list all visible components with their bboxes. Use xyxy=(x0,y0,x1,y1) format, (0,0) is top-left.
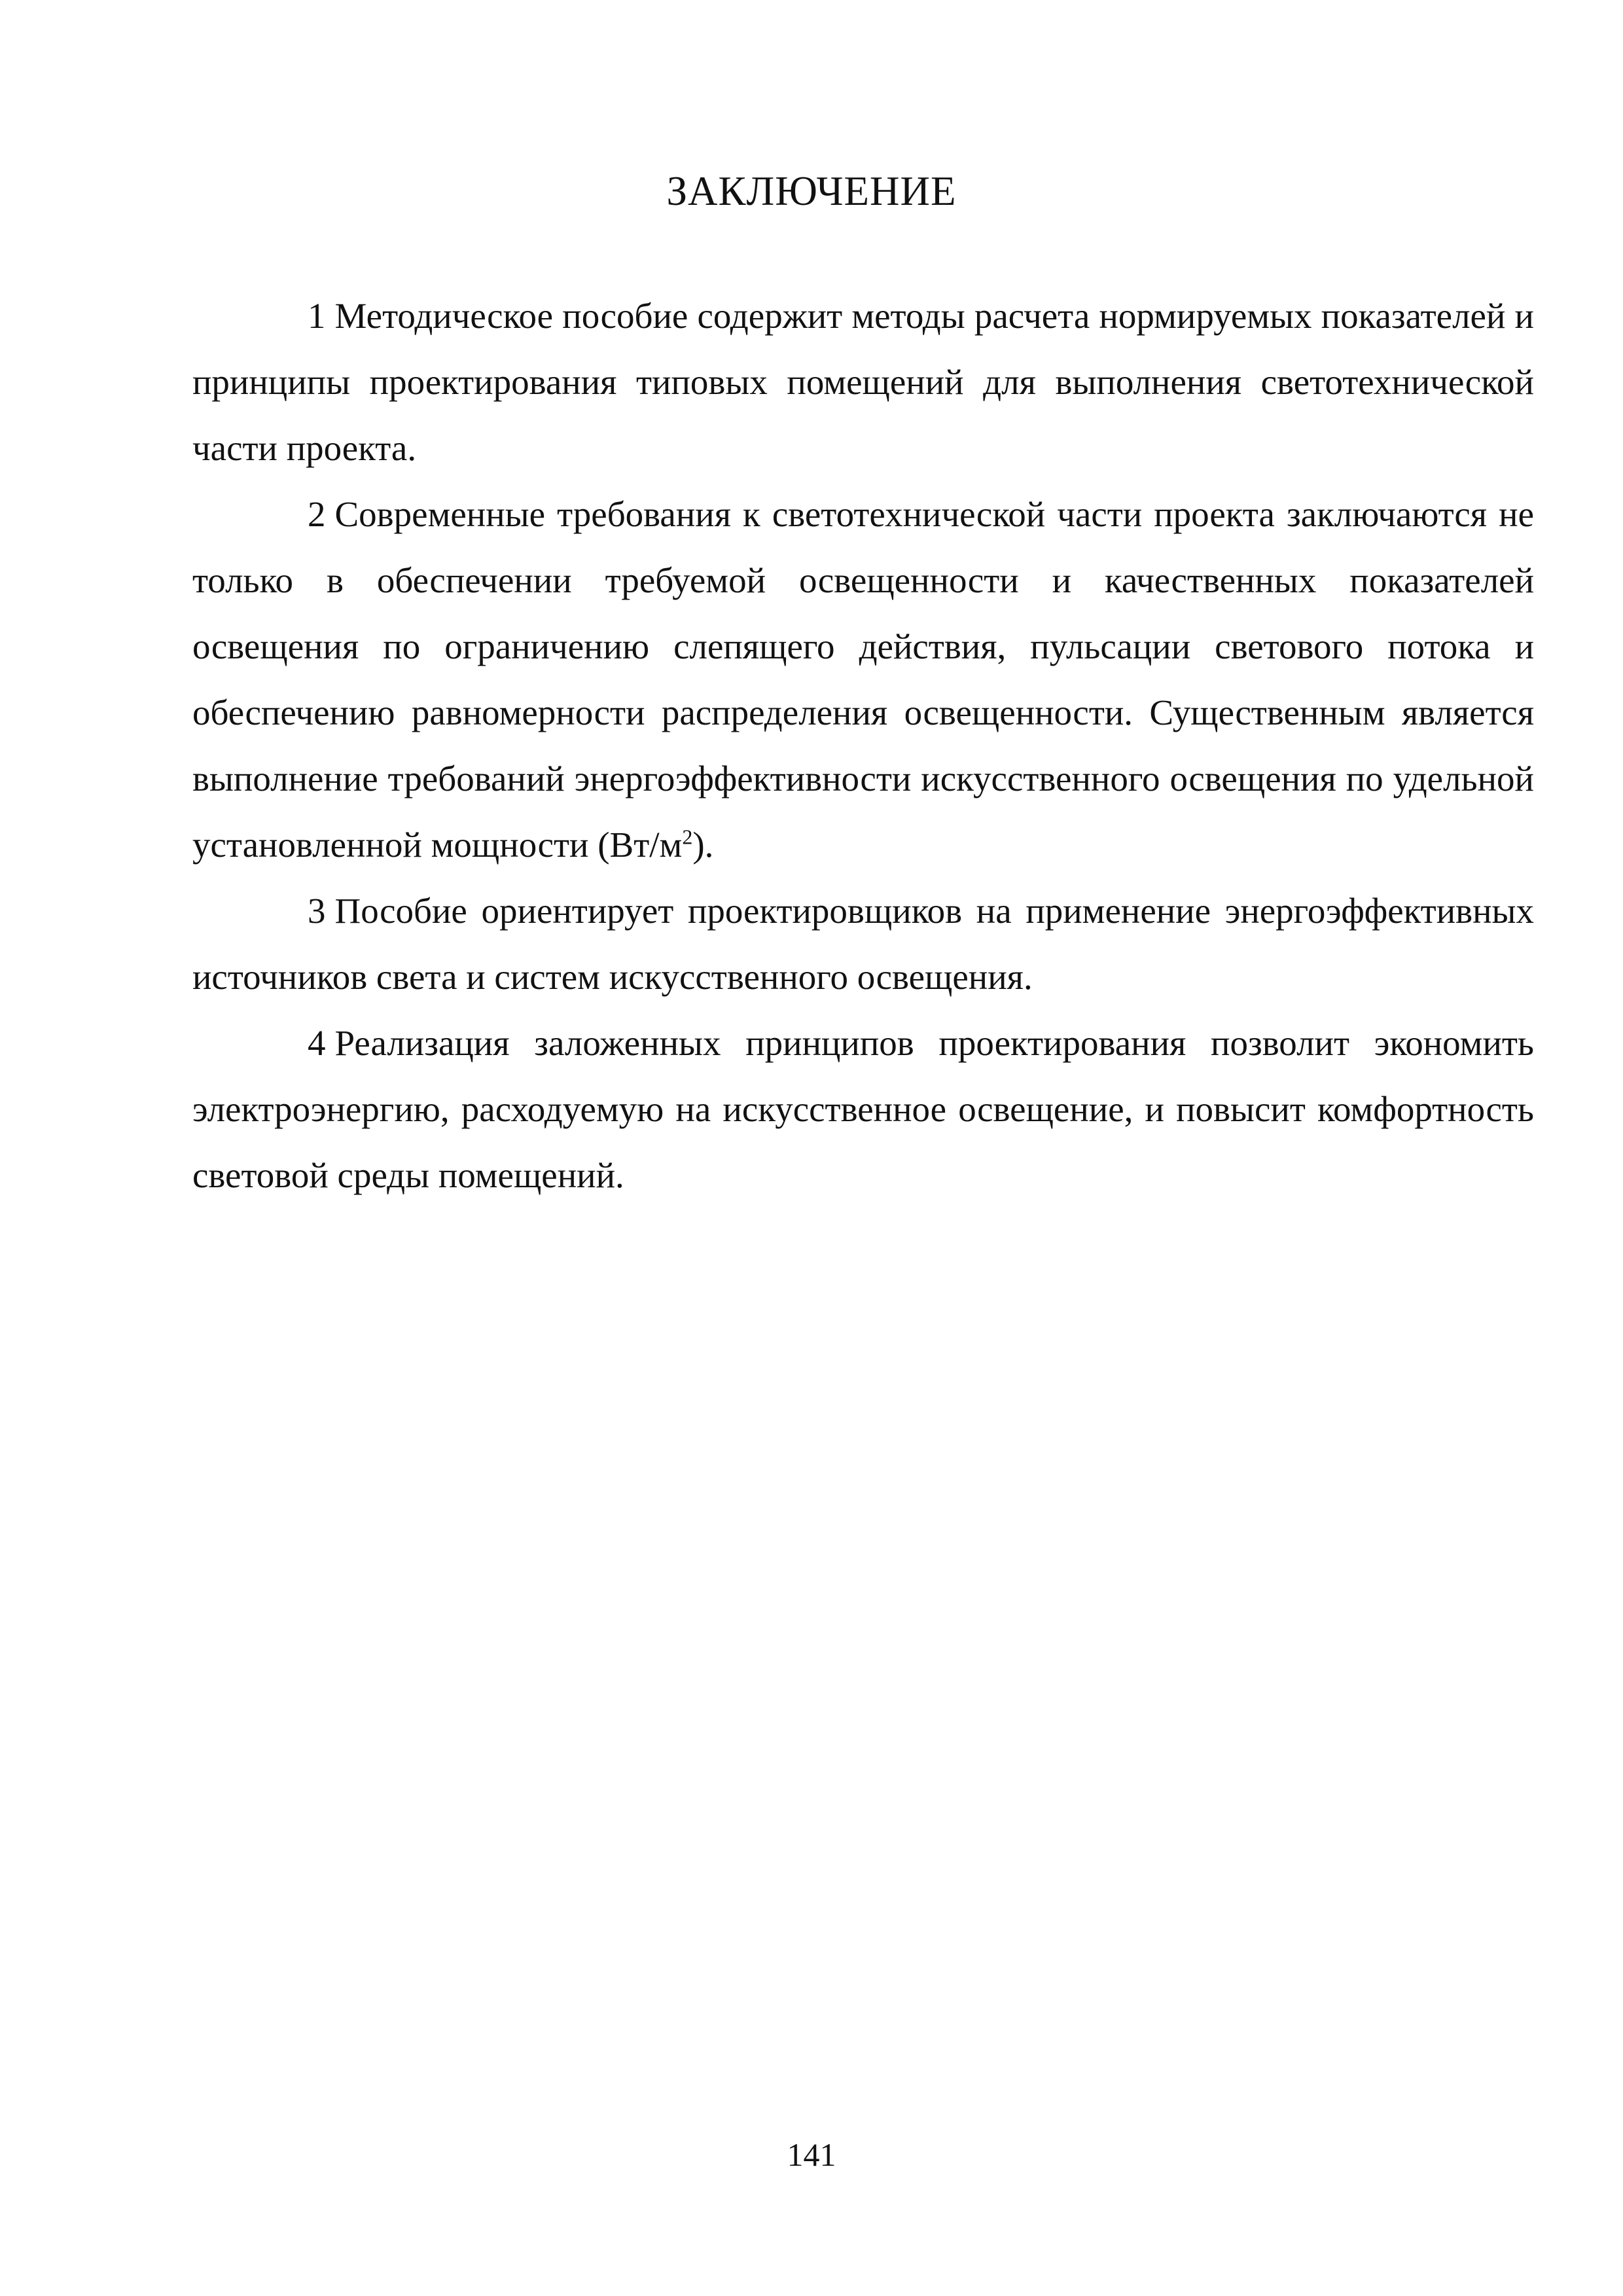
conclusion-body xyxy=(192,283,1534,1208)
paragraph-number: 3 xyxy=(308,891,326,931)
paragraph-number: 2 xyxy=(308,494,326,534)
paragraph-text-end: ). xyxy=(692,825,714,865)
paragraph-number: 4 xyxy=(308,1023,326,1063)
paragraph-text: Современные требования к светотехнической части проекта заключаются не только в обеспечении требуемой освещенности и качественных показателей освещения по ограничению слепящего действия, пульсации светового потока и обеспечению равномерности распределения освещенности. Существенным является выполнение требований энергоэффективности искусственного освещения по удельной установленной мощности (Вт/м xyxy=(192,494,1534,865)
paragraph-number: 1 xyxy=(308,296,326,336)
superscript: 2 xyxy=(682,825,693,849)
paragraph-3 xyxy=(192,878,1534,1010)
paragraph-text: Реализация заложенных принципов проектирования позволит экономить электроэнергию, расходуемую на искусственное освещение, и повысит комфортность световой среды помещений. xyxy=(192,1023,1534,1195)
paragraph-text: Пособие ориентирует проектировщиков на применение энергоэффективных источников света и систем искусственного освещения. xyxy=(192,891,1534,997)
paragraph-text: Методическое пособие содержит методы расчета нормируемых показателей и принципы проектирования типовых помещений для выполнения светотехнической части проекта. xyxy=(192,296,1534,468)
page-title: ЗАКЛЮЧЕНИЕ xyxy=(666,168,957,214)
paragraph-1 xyxy=(192,283,1534,481)
page-number: 141 xyxy=(787,2136,836,2173)
paragraph-4 xyxy=(192,1010,1534,1208)
paragraph-2 xyxy=(192,481,1534,878)
